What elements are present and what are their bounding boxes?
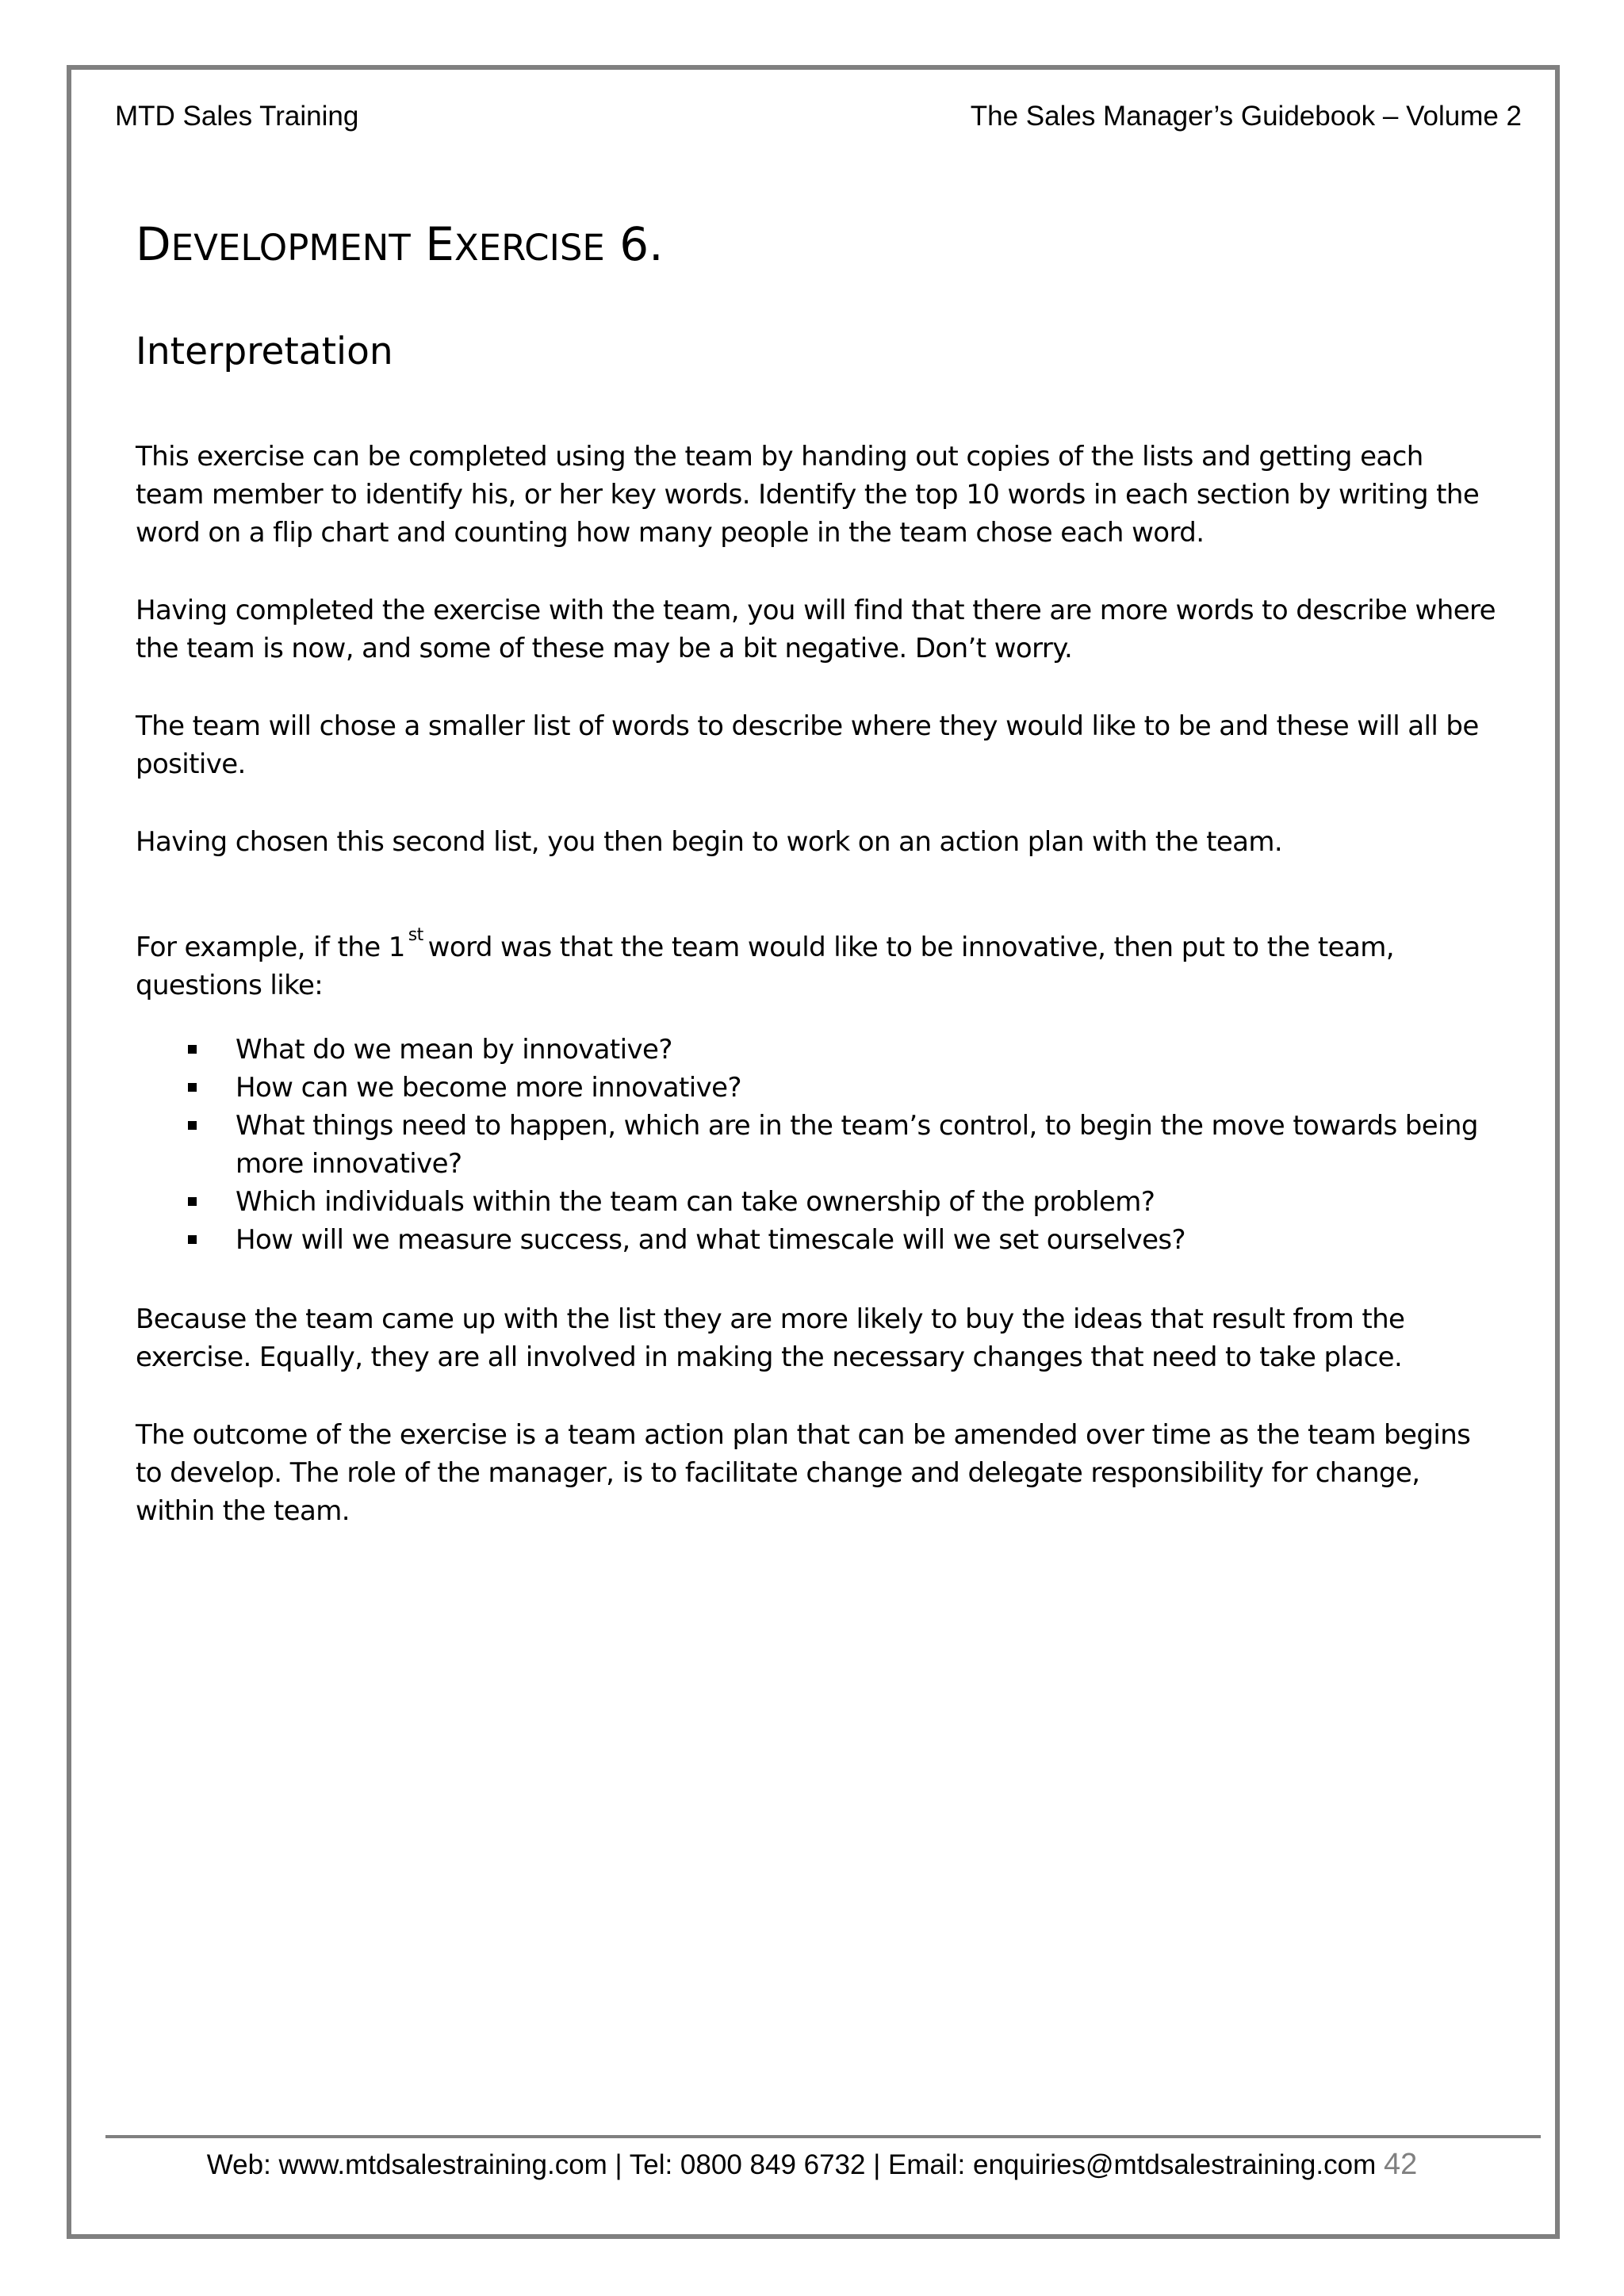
paragraph-6: Because the team came up with the list they are more likely to buy the ideas that result from the exercise. Equally, they are all involved in making the necessary changes that need to take place. xyxy=(136,1303,1405,1373)
bullet-icon xyxy=(188,1197,197,1206)
ordinal-superscript: st xyxy=(408,925,423,945)
list-item-text: How can we become more innovative? xyxy=(236,1072,741,1104)
bullet-icon xyxy=(188,1045,197,1054)
section-heading: Interpretation xyxy=(136,330,393,373)
paragraph-1: This exercise can be completed using the team by handing out copies of the lists and getting each team member to identify his, or her key words. Identify the top 10 words in each section by writing the word on a flip chart and counting how many people in the team chose each word. xyxy=(136,441,1480,549)
list-item xyxy=(136,1107,1496,1183)
footer xyxy=(0,2147,1624,2183)
list-item xyxy=(136,1183,1496,1221)
paragraph-4: Having chosen this second list, you then begin to work on an action plan with the team. xyxy=(136,826,1283,858)
paragraph-5 xyxy=(136,916,1496,1004)
question-list xyxy=(136,1031,1496,1259)
list-item xyxy=(136,1221,1496,1259)
page-number: 42 xyxy=(1383,2148,1418,2181)
header-book-title: The Sales Manager’s Guidebook – Volume 2 xyxy=(970,101,1522,132)
title-number: 6. xyxy=(604,217,664,271)
list-item-text: What do we mean by innovative? xyxy=(236,1034,672,1066)
title-smallcaps-2: XERCISE xyxy=(454,227,605,269)
page-title xyxy=(136,212,664,280)
paragraph-5-end: word was that the team would like to be innovative, then put to the team, questions like: xyxy=(136,931,1394,1001)
paragraph-3: The team will chose a smaller list of words to describe where they would like to be and these will all be positive. xyxy=(136,710,1479,780)
title-smallcaps-1: EVELOPMENT xyxy=(170,227,411,269)
list-item-text: Which individuals within the team can take ownership of the problem? xyxy=(236,1186,1155,1218)
title-initial-d: D xyxy=(136,217,171,271)
paragraph-5-start: For example, if the 1 xyxy=(136,931,405,963)
bullet-icon xyxy=(188,1121,197,1130)
header-publisher: MTD Sales Training xyxy=(115,101,359,132)
paragraph-7: The outcome of the exercise is a team action plan that can be amended over time as the team begins to develop. The role of the manager, is to facilitate change and delegate responsibility for change, within the team. xyxy=(136,1419,1471,1527)
footer-divider xyxy=(105,2135,1541,2138)
list-item xyxy=(136,1069,1496,1107)
list-item-text: What things need to happen, which are in the team’s control, to begin the move towards being more innovative? xyxy=(236,1110,1478,1180)
bullet-icon xyxy=(188,1083,197,1092)
bullet-icon xyxy=(188,1235,197,1244)
paragraph-2: Having completed the exercise with the team, you will find that there are more words to describe where the team is now, and some of these may be a bit negative. Don’t worry. xyxy=(136,595,1496,664)
list-item-text: How will we measure success, and what timescale will we set ourselves? xyxy=(236,1224,1185,1256)
footer-contact: Web: www.mtdsalestraining.com | Tel: 0800 849 6732 | Email: enquiries@mtdsalestraining.com xyxy=(206,2149,1377,2180)
list-item xyxy=(136,1031,1496,1069)
title-initial-e: E xyxy=(410,217,454,271)
